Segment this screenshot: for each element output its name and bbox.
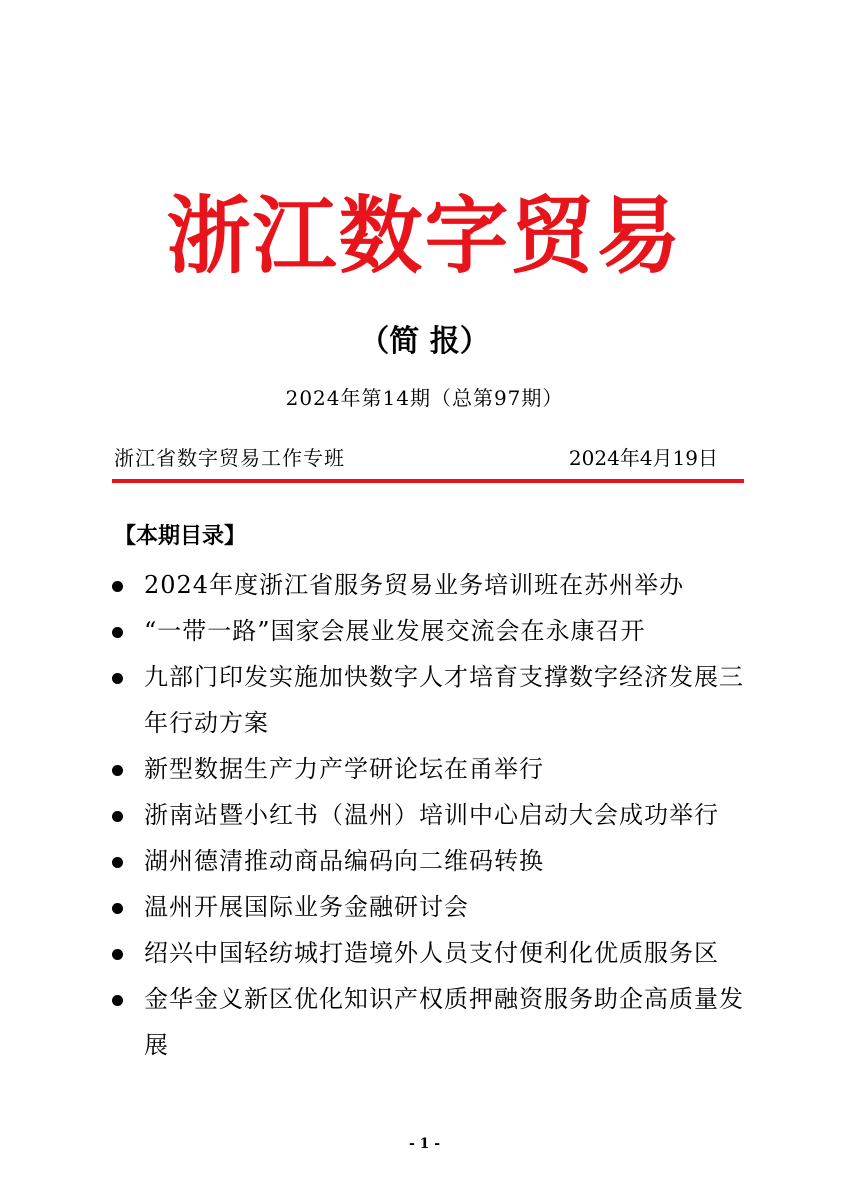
bullet-icon xyxy=(112,857,123,868)
masthead-title: 浙江数字贸易 xyxy=(166,186,683,285)
toc-item xyxy=(112,930,752,976)
toc-item-text: 绍兴中国轻纺城打造境外人员支付便利化优质服务区 xyxy=(144,939,719,967)
toc-item xyxy=(112,838,752,884)
bullet-icon xyxy=(112,627,123,638)
bullet-icon xyxy=(112,949,123,960)
bullet-icon xyxy=(112,903,123,914)
toc-heading: 【本期目录】 xyxy=(114,524,247,549)
bullet-icon xyxy=(112,995,123,1006)
toc-item-text: 湖州德清推动商品编码向二维码转换 xyxy=(144,847,544,875)
issue-date: 2024年4月19日 xyxy=(568,446,718,470)
bullet-icon xyxy=(112,673,123,684)
toc-item xyxy=(112,792,752,838)
issuer-row xyxy=(112,442,742,474)
toc-item-text: 2024年度浙江省服务贸易业务培训班在苏州举办 xyxy=(144,571,685,599)
bullet-icon xyxy=(112,765,123,776)
toc-item-text: 九部门印发实施加快数字人才培育支撑数字经济发展三年行动方案 xyxy=(144,663,744,737)
toc-item xyxy=(112,746,752,792)
toc-list xyxy=(112,562,752,1068)
toc-item-text: 浙南站暨小红书（温州）培训中心启动大会成功举行 xyxy=(144,801,719,829)
issue-number: 2024年第14期（总第97期） xyxy=(285,386,564,410)
toc-item xyxy=(112,654,752,746)
toc-item xyxy=(112,608,752,654)
toc-item-text: 金华金义新区优化知识产权质押融资服务助企高质量发展 xyxy=(144,985,744,1059)
toc-item-text: 新型数据生产力产学研论坛在甬举行 xyxy=(144,755,544,783)
bullet-icon xyxy=(112,581,123,592)
toc-item-text: “一带一路”国家会展业发展交流会在永康召开 xyxy=(144,617,646,645)
page-number: - 1 - xyxy=(408,1136,441,1152)
bullet-icon xyxy=(112,811,123,822)
toc-item xyxy=(112,976,752,1068)
bulletin-subtitle: （简 报） xyxy=(359,324,490,359)
toc-item-text: 温州开展国际业务金融研讨会 xyxy=(144,893,469,921)
issuer-organization: 浙江省数字贸易工作专班 xyxy=(114,446,345,470)
toc-item xyxy=(112,562,752,608)
toc-item xyxy=(112,884,752,930)
red-divider-line xyxy=(112,479,744,483)
